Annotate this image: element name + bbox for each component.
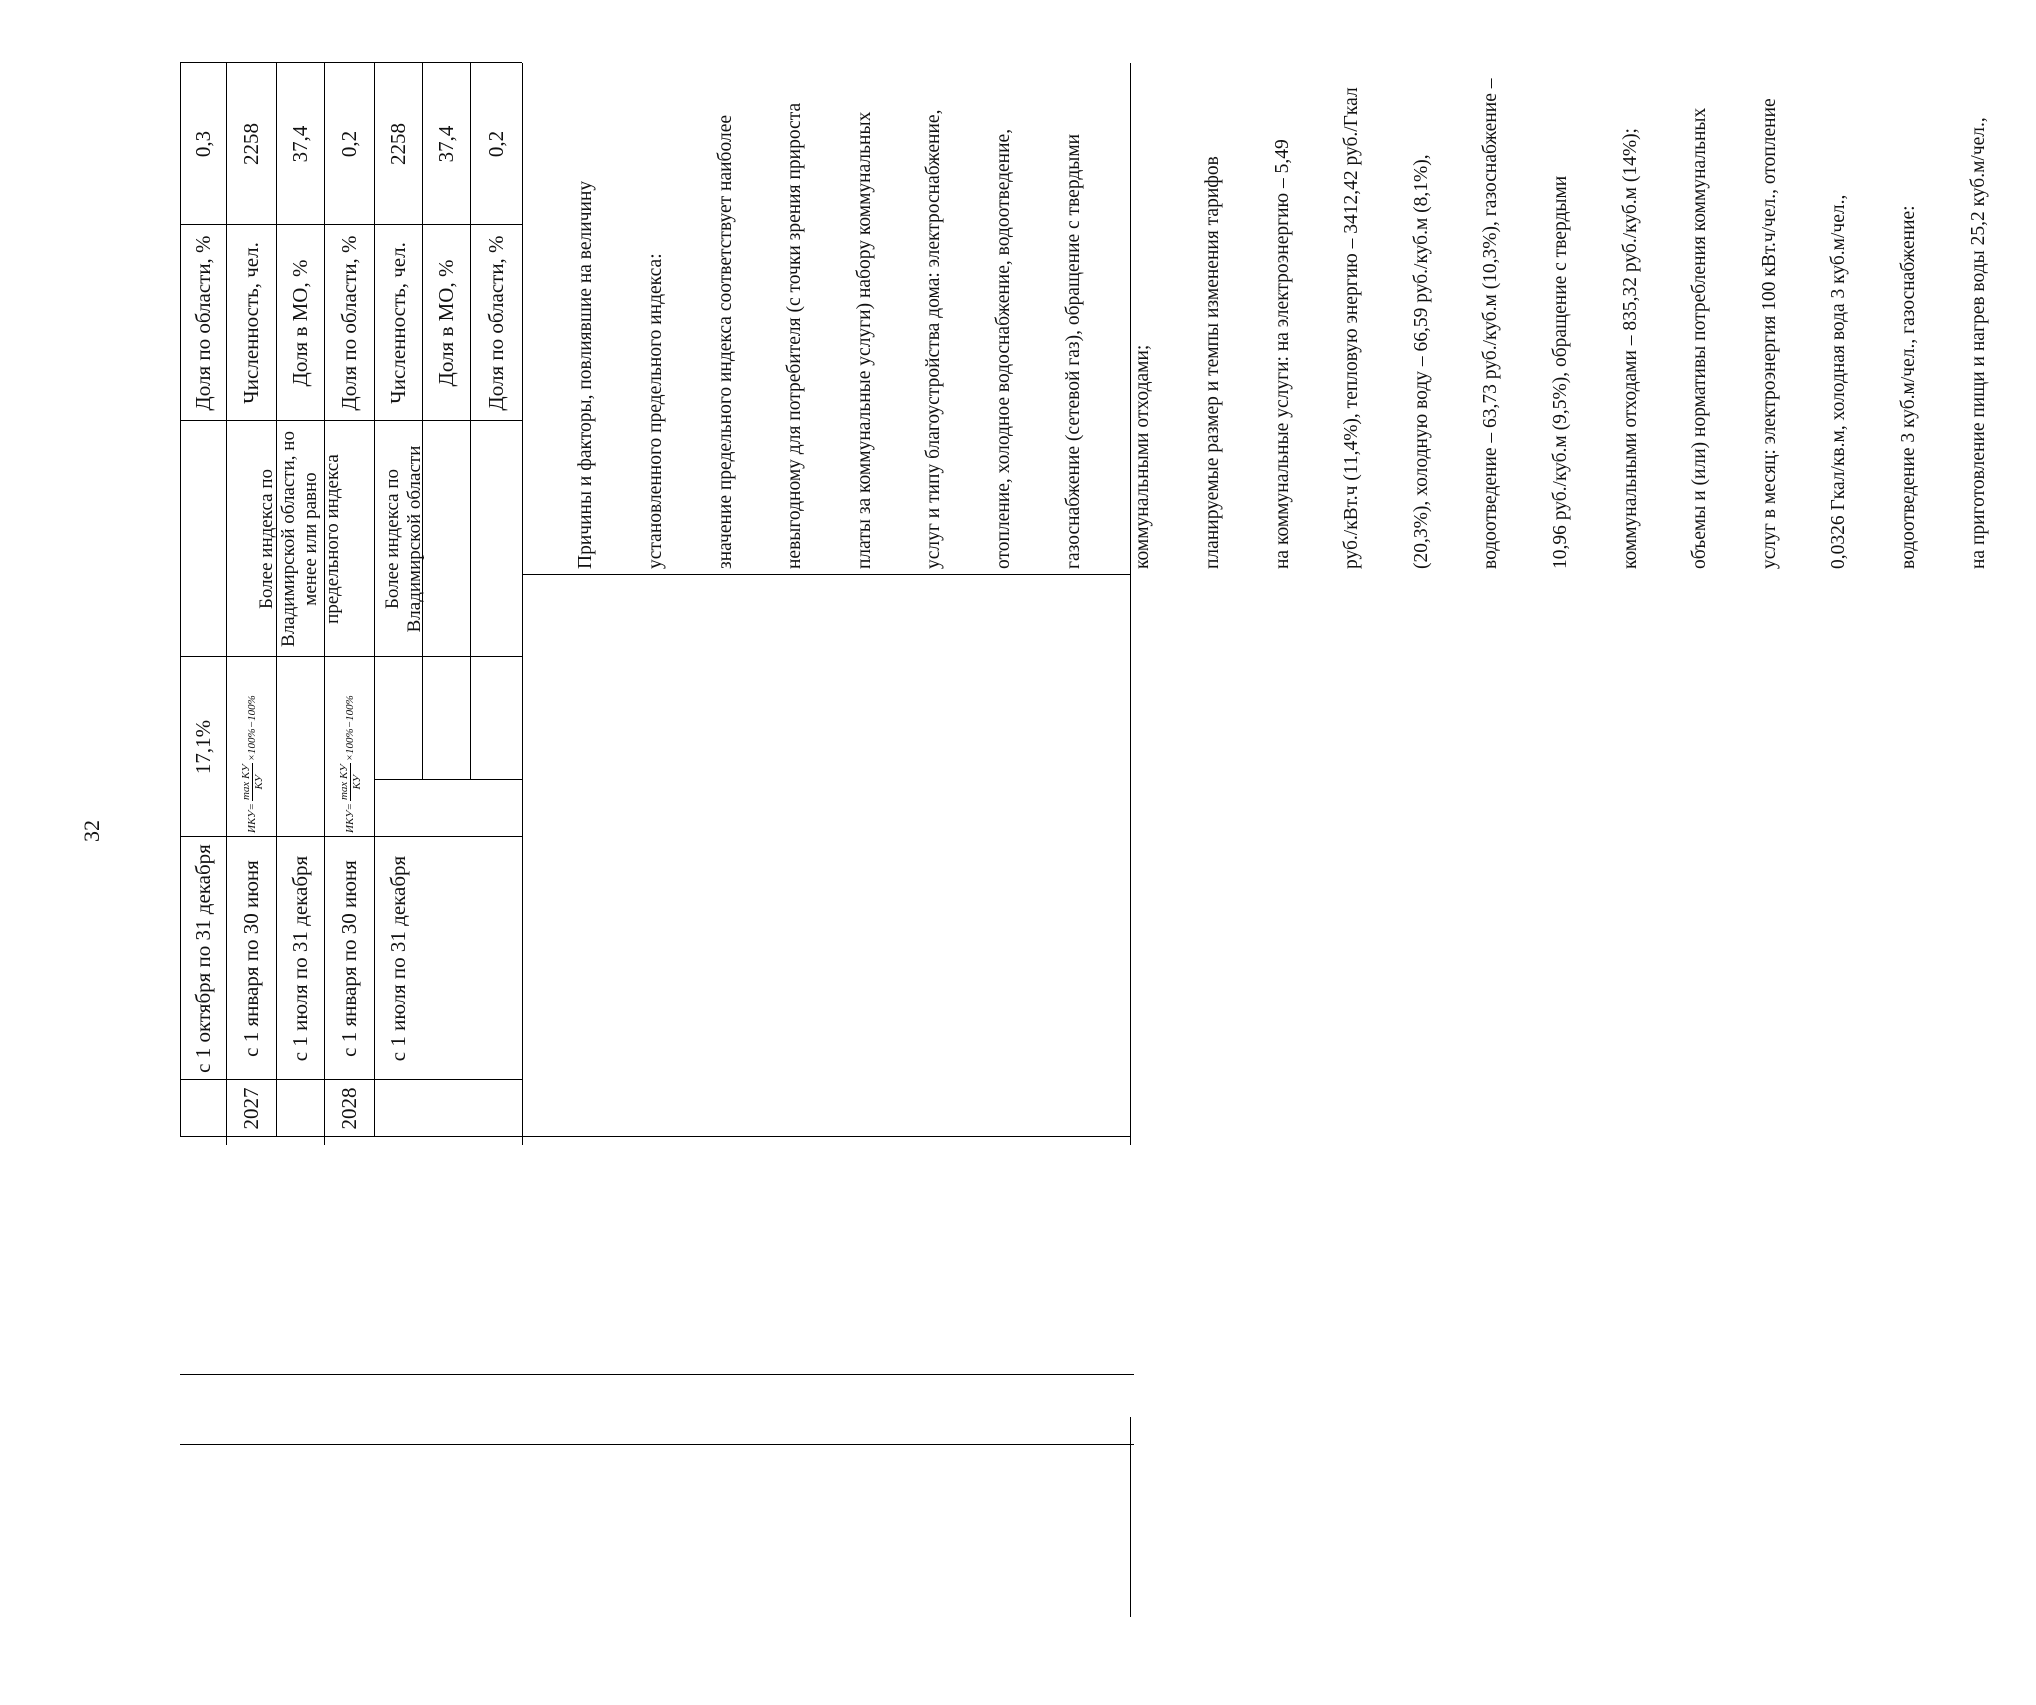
reasons-line: 0,0326 Гкал/кв.м, холодная вода 3 куб.м/чел., [1828,194,1850,569]
reasons-line: на коммунальные услуги: на электроэнергию – 5,49 [1271,139,1293,569]
metric-name: Доля в МО, % [434,259,458,387]
formula-tail: ×100%−100% [344,695,356,762]
page-number: 32 [79,820,104,842]
metric-value: 2258 [386,123,410,165]
formula-denominator: КУ [252,774,265,790]
formula-lhs: ИКУ [344,810,356,833]
metric-value: 37,4 [288,125,312,163]
reasons-line: установленного предельного индекса: [645,253,667,569]
period-cell: с 1 октября по 31 декабря [191,844,215,1073]
group-col-left [180,656,522,657]
lower-left-border [374,1136,1130,1137]
reasons-left-border [522,574,1130,575]
metric-name: Доля по области, % [191,235,215,411]
reasons-line: планируемые размер и темпы изменения тарифов [1201,156,1223,569]
metric-value: 37,4 [434,125,458,163]
metric-name: Доля по области, % [484,235,508,411]
reasons-top-border [522,63,523,1145]
reasons-line: Причины и факторы, повлиявшие на величину [575,180,597,569]
reasons-line: водоотведение – 63,73 руб./куб.м (10,3%), газоснабжение – [1480,78,1502,569]
group-label: Более индекса по Владимирской области [382,445,425,633]
lower-formula-border [374,779,522,780]
formula-fraction [240,763,265,801]
reasons-line: газоснабжение (сетевой газ), обращение с твердыми [1062,133,1084,569]
period-cell: с 1 июля по 31 декабря [386,855,410,1062]
metric-value: 0,3 [191,130,215,158]
metric-value: 0,2 [337,130,361,158]
formula-fraction [338,763,363,801]
footer-line-1 [180,1444,1134,1445]
metric-name: Численность, чел. [239,242,263,404]
reasons-line: водоотведение 3 куб.м/чел., газоснабжение: [1897,205,1919,569]
footer-line-2 [180,1374,1134,1375]
formula-numerator: max КУ [239,764,252,801]
reasons-line: отопление, холодное водоснабжение, водоотведение, [993,128,1015,569]
reasons-line: коммунальными отходами; [1132,344,1154,569]
metric-value: 0,2 [484,130,508,158]
year-cell: 2028 [337,1087,361,1130]
group-label: Более индекса по Владимирской области, но менее или равно предельного индекса [256,431,343,647]
formula-cell: ИКУ = max КУ КУ ×100%−100% [239,695,265,833]
bottom-border-right [1130,1417,1131,1617]
reasons-text [528,69,2036,569]
period-cell: с 1 июля по 31 декабря [288,855,312,1062]
reasons-line: услуг и типу благоустройства дома: электроснабжение, [923,109,945,569]
reasons-line: коммунальными отходами – 835,32 руб./куб.м (14%); [1619,128,1641,569]
year-cell: 2027 [239,1087,263,1130]
formula-lhs: ИКУ [246,810,258,833]
reasons-line: невыгодному для потребителя (с точки зрения прироста [784,102,806,569]
reasons-line: объемы и (или) нормативы потребления коммунальных [1689,107,1711,569]
reasons-line: услуг в месяц: электроэнергия 100 кВт.ч/чел., отопление [1758,98,1780,569]
metric-name: Доля по области, % [337,235,361,411]
formula-denominator: КУ [350,774,363,790]
reasons-line: значение предельного индекса соответствует наиболее [714,114,736,569]
metric-value: 2258 [239,123,263,165]
formula-cell: ИКУ = max КУ КУ ×100%−100% [337,695,363,833]
reasons-line: платы за коммунальные услуги) набору коммунальных [853,111,875,569]
reasons-line: 10,96 руб./куб.м (9,5%), обращение с твердыми [1549,175,1571,569]
reasons-line: руб./кВт.ч (11,4%), тепловую энергию – 3412,42 руб./Гкал [1341,87,1363,569]
index-value-cell: 17,1% [191,719,215,775]
reasons-line: (20,3%), холодную воду – 66,59 руб./куб.м (8,1%), [1410,154,1432,569]
formula-numerator: max КУ [337,764,350,801]
period-cell: с 1 января по 30 июня [239,860,263,1057]
metric-name: Доля в МО, % [288,259,312,387]
period-cell: с 1 января по 30 июня [337,860,361,1057]
formula-tail: ×100%−100% [246,695,258,762]
reasons-line: на приготовление пищи и нагрев воды 25,2 куб.м/чел., [1967,117,1989,569]
metric-name: Численность, чел. [386,242,410,404]
